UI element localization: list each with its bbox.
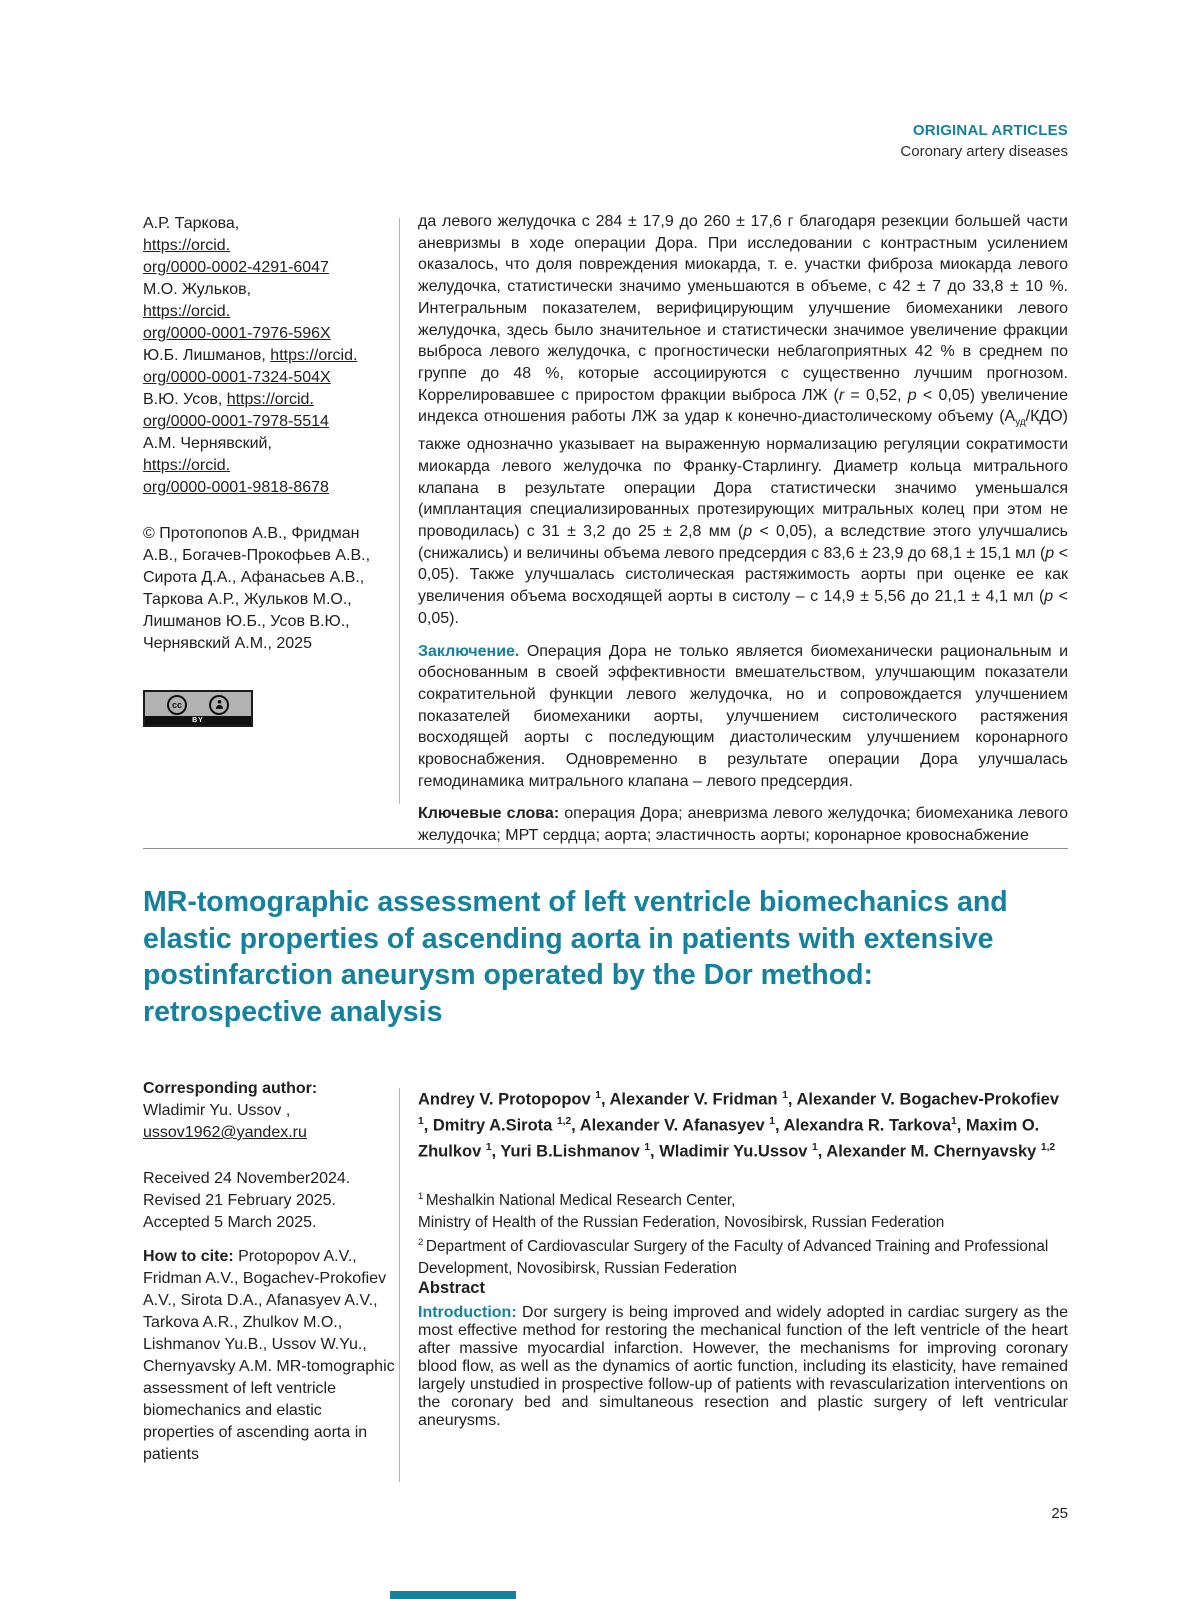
text-segment: Заключение. (418, 642, 520, 660)
copyright-notice: © Протопопов А.В., Фридман А.В., Богачев-Прокофьев А.В., Сирота Д.А., Афанасьев А.В., Таркова А.Р., Жульков М.О., Лишманов Ю.Б., Усов В.Ю., Чернявский А.М., 2025 (143, 525, 371, 652)
text-segment: 1 (782, 1090, 788, 1101)
revised-date: Revised 21 February 2025. (143, 1192, 336, 1209)
text-segment: < 0,05) увеличение индекса отношения работы ЛЖ за удар к конечно-диастолическому объему (А (418, 386, 1069, 426)
text-segment: p (1044, 588, 1054, 606)
subsection-label: Coronary artery diseases (900, 143, 1068, 160)
section-label: ORIGINAL ARTICLES (912, 122, 1068, 139)
inline-link[interactable]: https://orcid. org/0000-0001-7324-504X (143, 347, 358, 386)
text-segment: Dor surgery is being improved and widely adopted in cardiac surgery as the most effective method for restoring the mechanical function of the left ventricle of the heart after massive myocardial infarction. However, the mechanisms for improving coronary blood flow, as well as the dynamics of aortic function, including its elasticity, have remained largely unstudied in prospective follow-up of patients with revascularization interventions on the coronary bed and simultaneous resection and plastic surgery of left ventricular aneurysms. (418, 1304, 1068, 1429)
column-divider-bottom (399, 1088, 400, 1482)
text-segment: 1 (951, 1115, 957, 1127)
text-segment: , Wladimir Yu.Ussov (650, 1142, 813, 1161)
received-date: Received 24 November2024. (143, 1170, 351, 1187)
text-segment: , Alexander M. Chernyavsky (817, 1142, 1041, 1161)
text-segment: 1,2 (556, 1115, 572, 1127)
text-segment: 1 (812, 1141, 818, 1153)
text-segment: М.О. Жульков, (143, 281, 252, 298)
cc-badge-icons (145, 692, 251, 717)
text-segment: p (743, 523, 753, 541)
text-segment: , Dmitry A.Sirota (423, 1116, 557, 1135)
text-segment: 1,2 (1040, 1141, 1056, 1153)
text-segment: < 0,05). Также улучшалась систолическая растяжимость аорты при оценке ее как увеличения объема восходящей аорты в систолу – с 14,9 ± 5,56 до 21,1 ± 4,1 мл ( (418, 544, 1069, 606)
cc-icon: cc (167, 695, 187, 715)
text-segment: p (1045, 544, 1055, 562)
text-segment: , Alexander V. Fridman (600, 1090, 783, 1109)
text-segment: А.М. Чернявский, (143, 435, 272, 452)
page-header (0, 120, 1068, 162)
text-segment: 2 (418, 1237, 426, 1248)
inline-link[interactable]: https://orcid. org/0000-0001-9818-8678 (143, 457, 329, 496)
text-segment: , Alexander V. Afanasyev (571, 1116, 770, 1135)
orcid-entry (143, 345, 395, 389)
text-segment: , Alexander V. Bogachev-Prokofiev (787, 1090, 1060, 1109)
text-segment: 1 (485, 1141, 492, 1153)
text-segment: А.Р. Таркова, (143, 215, 240, 232)
text-segment: = 0,52, (844, 386, 908, 404)
text-segment: да левого желудочка с 284 ± 17,9 до 260 ± 17,6 г благодаря резекции большей части аневризмы в ходе операции Дора. При исследовании с контрастным усилением оказалось, что доля повреждения миокарда, т. е. участки фиброза миокарда левого желудочка, статистически значимо уменьшаются в объеме, с 42 ± 7 до 33,8 ± 10 %. Интегральным показателем, верифицирующим улучшение биомеханики левого желудочка, здесь было значительное и статистически значимое увеличение фракции выброса левого желудочка, с прогностически неблагоприятных 42 % в среднем по группе до 48 %, которые ассоциируются с существенно лучшим прогнозом. Коррелировавшее с приростом фракции выброса ЛЖ ( (418, 213, 1068, 404)
orcid-entry (143, 433, 395, 499)
text-segment: 1 (769, 1115, 775, 1127)
text-segment: , Maxim O. Zhulkov (418, 1116, 1040, 1161)
inline-link[interactable]: https://orcid. org/0000-0001-7976-596X (143, 303, 331, 342)
orcid-copyright-column (143, 213, 395, 655)
keywords-ru (418, 803, 1068, 846)
text-segment: How to cite: (143, 1248, 239, 1265)
text-segment: , Yuri B.Lishmanov (491, 1142, 645, 1161)
orcid-entry (143, 213, 395, 279)
abstract-ru-column (418, 211, 1068, 847)
text-segment: 1 (644, 1141, 651, 1153)
text-segment: 1 (595, 1090, 601, 1101)
article-title: MR-tomographic assessment of left ventricle biomechanics and elastic properties of ascending aorta in patients with extensive postinfarction aneurysm operated by the Dor method: retrospective analysis (143, 886, 1008, 1028)
cc-by-license-badge[interactable] (143, 690, 253, 727)
abstract-ru-continuation (418, 211, 1068, 630)
column-divider-top (399, 218, 400, 804)
page-number: 25 (1051, 1505, 1068, 1522)
orcid-entry (143, 389, 395, 433)
text-segment: уд (1015, 417, 1026, 429)
text-segment: /КДО) также однозначно указывает на выраженную нормализацию регуляции сократимости миокарда левого желудочка по Франку-Старлингу. Диаметр кольца митрального клапана в результате операции Дора статистически значимо уменьшался (имплантация специализированных протезирующих митральных колец при этом не проводилась) с 31 ± 3,2 до 25 ± 2,8 мм ( (418, 408, 1068, 541)
inline-link[interactable]: https://orcid. org/0000-0002-4291-6047 (143, 237, 329, 276)
corresponding-author-block (143, 1078, 395, 1144)
accepted-date: Accepted 5 March 2025. (143, 1214, 317, 1231)
text-segment: В.Ю. Усов, (143, 391, 227, 408)
corresponding-author-email[interactable]: ussov1962@yandex.ru (143, 1124, 307, 1141)
text-segment: Protopopov A.V., Fridman A.V., Bogachev-Prokofiev A.V., Sirota D.A., Afanasyev A.V., Tarkova A.R., Zhulkov M.O., Lishmanov Yu.B., Ussov W.Yu., Chernyavsky A.M. MR-tomographic assessment of left ventricle biomechanics and elastic properties of ascending aorta in patients (143, 1248, 395, 1463)
text-segment: Операция Дора не только является биомеханически рациональным и обоснованным в своей эффективности вмешательством, улучшающим показатели сократительной функции левого желудочка, но и сопровождается улучшением показателей биомеханики аорты, улучшением систолического растяжения восходящей аорты с последующим диастолическим улучшением коронарного кровоснабжения. Одновременно в результате операции Дора улучшалась гемодинамика митрального клапана – левого предсердия. (418, 642, 1068, 790)
text-segment: 1 (418, 1115, 424, 1127)
text-segment: < 0,05), а вследствие этого улучшались (снижались) и величины объема левого предсердия с 83,6 ± 23,9 до 68,1 ± 15,1 мл ( (418, 523, 1068, 562)
article-dates-block (143, 1168, 395, 1234)
orcid-entry (143, 279, 395, 345)
how-to-cite-block (143, 1246, 395, 1466)
corresponding-author-label: Corresponding author: (143, 1080, 318, 1097)
text-segment: Ключевые слова: (418, 805, 560, 823)
text-segment: Andrey V. Protopopov (418, 1090, 596, 1109)
person-icon (209, 695, 229, 715)
abstract-heading: Abstract (418, 1279, 485, 1297)
text-segment: Ю.Б. Лишманов, (143, 347, 271, 364)
authors-list (418, 1085, 1068, 1162)
text-segment: p (907, 386, 917, 404)
cc-by-label: BY (145, 716, 251, 725)
text-segment: Meshalkin National Medical Research Center, Ministry of Health of the Russian Federation, Novosibirsk, Russian Federation (418, 1192, 945, 1231)
text-segment: r (838, 386, 845, 404)
footer-accent-bar (390, 1591, 516, 1599)
affiliation-2 (418, 1232, 1068, 1279)
text-segment: 1 (418, 1191, 426, 1202)
affiliation-1 (418, 1186, 1068, 1233)
text-segment: Introduction: (418, 1304, 523, 1321)
section-divider (143, 848, 1068, 849)
text-segment: < 0,05). (418, 588, 1069, 627)
text-segment: Department of Cardiovascular Surgery of the Faculty of Advanced Training and Professional Development, Novosibirsk, Russian Federation (418, 1238, 1049, 1277)
text-segment: операция Дора; аневризма левого желудочка; биомеханика левого желудочка; МРТ сердца; аорта; эластичность аорты; коронарное кровоснабжение (418, 805, 1068, 845)
corresponding-author-name: Wladimir Yu. Ussov , (143, 1102, 291, 1119)
inline-link[interactable]: https://orcid. org/0000-0001-7978-5514 (143, 391, 329, 430)
text-segment: , Alexandra R. Tarkova (774, 1116, 952, 1135)
abstract-intro-en (418, 1304, 1068, 1430)
abstract-ru-conclusion (418, 641, 1068, 793)
